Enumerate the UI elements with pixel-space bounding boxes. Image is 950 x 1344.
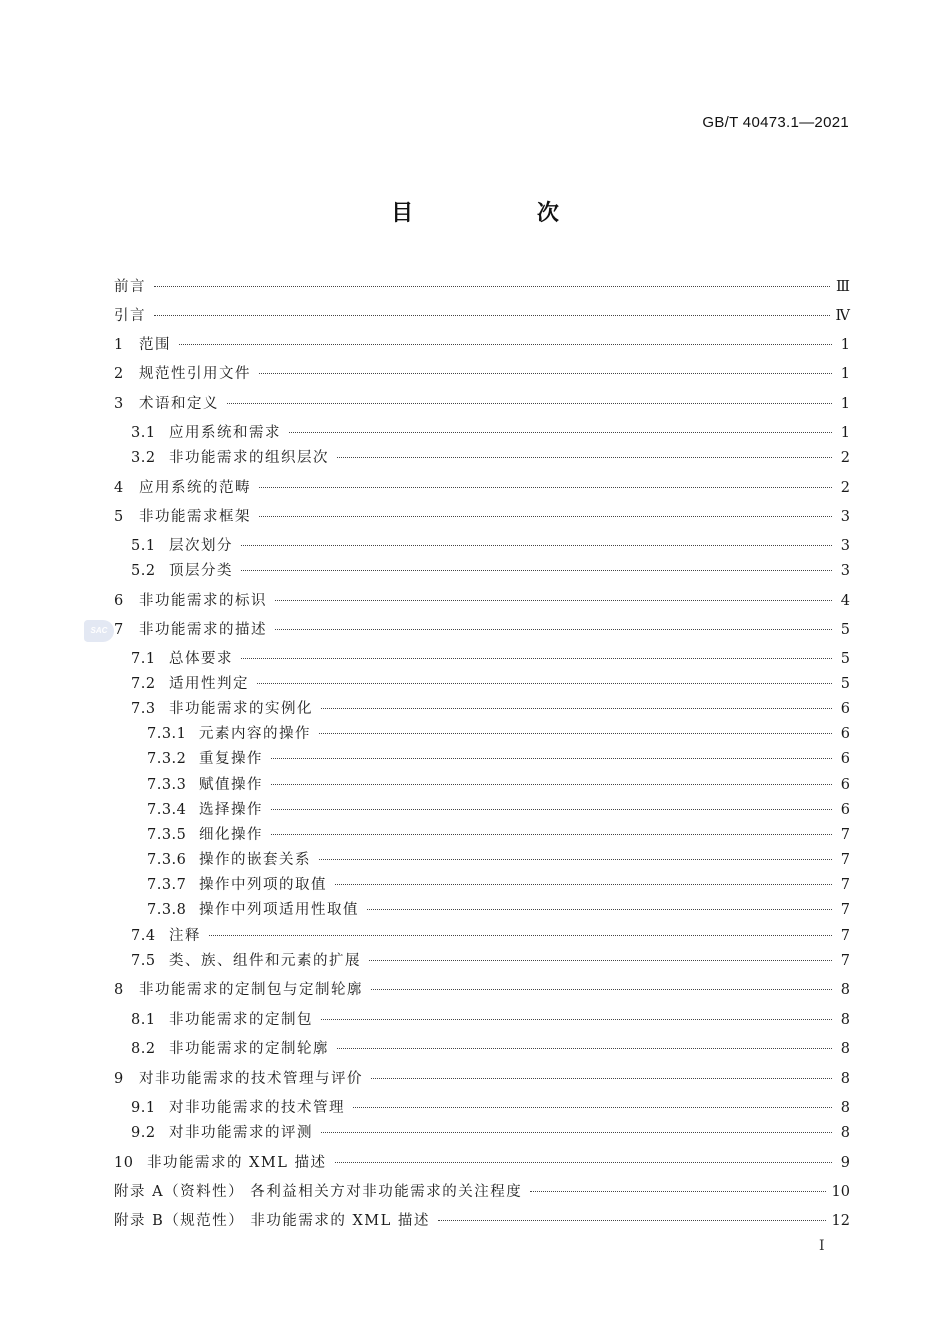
toc-entry[interactable] xyxy=(114,306,850,326)
toc-entry-number: 6 xyxy=(114,593,124,609)
toc-dot-leader xyxy=(337,1048,832,1049)
toc-entry-number: 7.4 xyxy=(131,928,156,944)
toc-entry-label: 规范性引用文件 xyxy=(139,366,251,382)
toc-entry-page: 6 xyxy=(840,777,850,793)
toc-entry-page: 3 xyxy=(840,538,850,554)
toc-entry-label: 操作的嵌套关系 xyxy=(199,852,311,868)
toc-entry[interactable] xyxy=(114,335,850,355)
toc-dot-leader xyxy=(271,809,832,810)
toc-entry[interactable] xyxy=(114,536,850,556)
toc-entry-page: 7 xyxy=(840,827,850,843)
toc-entry-number: 3 xyxy=(114,396,124,412)
toc-dot-leader xyxy=(319,859,832,860)
toc-entry[interactable] xyxy=(114,478,850,498)
toc-dot-leader xyxy=(275,600,832,601)
toc-entry-number: 4 xyxy=(114,480,124,496)
toc-entry-label: 非功能需求的描述 xyxy=(139,622,267,638)
toc-dot-leader xyxy=(259,516,832,517)
toc-entry-number: 2 xyxy=(114,366,124,382)
toc-entry-number: 7.1 xyxy=(131,651,156,667)
toc-dot-leader xyxy=(335,884,832,885)
toc-entry-page: 1 xyxy=(840,396,850,412)
toc-dot-leader xyxy=(241,570,832,571)
toc-entry-number: 3.2 xyxy=(131,450,156,466)
toc-entry[interactable] xyxy=(114,620,850,640)
page-number: I xyxy=(819,1238,825,1254)
toc-entry-number: 10 xyxy=(114,1155,134,1171)
toc-entry-number: 8 xyxy=(114,982,124,998)
toc-entry-page: 7 xyxy=(840,953,850,969)
toc-entry-number: 1 xyxy=(114,337,124,353)
toc-entry-number: 7.3.2 xyxy=(147,751,187,767)
toc-dot-leader xyxy=(367,909,832,910)
toc-entry-page: 2 xyxy=(840,480,850,496)
toc-entry-page: 8 xyxy=(840,1041,850,1057)
toc-dot-leader xyxy=(275,629,832,630)
toc-dot-leader xyxy=(154,286,830,287)
toc-entry[interactable] xyxy=(114,364,850,384)
toc-entry-number: 7.2 xyxy=(131,676,156,692)
table-of-contents xyxy=(114,0,850,1344)
toc-entry-page: 1 xyxy=(840,337,850,353)
toc-dot-leader xyxy=(241,658,832,659)
toc-entry-label: 对非功能需求的技术管理与评价 xyxy=(139,1071,363,1087)
toc-entry-number: 7.3.6 xyxy=(147,852,187,868)
toc-entry-label: 操作中列项的取值 xyxy=(199,877,327,893)
toc-entry-page: 9 xyxy=(840,1155,850,1171)
toc-entry-page: 1 xyxy=(840,425,850,441)
toc-entry-page: 5 xyxy=(840,651,850,667)
toc-dot-leader xyxy=(259,487,832,488)
toc-dot-leader xyxy=(271,834,832,835)
toc-entry-number: 7.3.8 xyxy=(147,902,187,918)
toc-entry[interactable] xyxy=(114,1153,850,1173)
toc-entry[interactable] xyxy=(114,699,850,719)
toc-entry[interactable] xyxy=(114,800,850,820)
toc-entry-label: 细化操作 xyxy=(199,827,263,843)
toc-dot-leader xyxy=(271,758,832,759)
toc-entry-number: 9.1 xyxy=(131,1100,156,1116)
toc-entry-label: 非功能需求的组织层次 xyxy=(169,450,329,466)
toc-entry-label: 附录 B（规范性） 非功能需求的 XML 描述 xyxy=(114,1213,430,1229)
toc-dot-leader xyxy=(321,1132,832,1133)
toc-entry-number: 8.2 xyxy=(131,1041,156,1057)
toc-entry[interactable] xyxy=(114,507,850,527)
toc-entry-page: 8 xyxy=(840,982,850,998)
toc-entry-page: 5 xyxy=(840,622,850,638)
toc-entry-page: Ⅳ xyxy=(835,308,850,324)
toc-entry-number: 9 xyxy=(114,1071,124,1087)
toc-entry[interactable] xyxy=(114,775,850,795)
toc-entry-page: 8 xyxy=(840,1071,850,1087)
toc-entry[interactable] xyxy=(114,1098,850,1118)
toc-entry-page: 3 xyxy=(840,509,850,525)
toc-entry-label: 注释 xyxy=(169,928,201,944)
toc-entry-page: 6 xyxy=(840,726,850,742)
toc-entry-number: 7.3.4 xyxy=(147,802,187,818)
toc-dot-leader xyxy=(530,1191,825,1192)
toc-dot-leader xyxy=(227,403,832,404)
toc-entry-page: 7 xyxy=(840,877,850,893)
toc-entry-label: 层次划分 xyxy=(169,538,233,554)
toc-entry[interactable] xyxy=(114,674,850,694)
toc-entry-page: 5 xyxy=(840,676,850,692)
toc-entry-label: 应用系统的范畴 xyxy=(139,480,251,496)
toc-dot-leader xyxy=(438,1220,826,1221)
toc-entry[interactable] xyxy=(114,448,850,468)
toc-entry-label: 非功能需求的 XML 描述 xyxy=(147,1155,327,1171)
toc-entry-label: 适用性判定 xyxy=(169,676,249,692)
toc-entry-label: 顶层分类 xyxy=(169,563,233,579)
toc-entry-number: 7.3 xyxy=(131,701,156,717)
toc-entry[interactable] xyxy=(114,394,850,414)
toc-entry-page: Ⅲ xyxy=(836,279,850,295)
toc-entry[interactable] xyxy=(114,875,850,895)
toc-entry-page: 6 xyxy=(840,751,850,767)
toc-entry-number: 7 xyxy=(114,622,124,638)
toc-entry-page: 7 xyxy=(840,902,850,918)
toc-entry[interactable] xyxy=(114,561,850,581)
toc-entry-page: 7 xyxy=(840,928,850,944)
toc-entry[interactable] xyxy=(114,1069,850,1089)
toc-entry-label: 非功能需求框架 xyxy=(139,509,251,525)
toc-entry[interactable] xyxy=(114,825,850,845)
toc-entry-page: 6 xyxy=(840,802,850,818)
toc-dot-leader xyxy=(321,1019,832,1020)
toc-entry-label: 对非功能需求的评测 xyxy=(169,1125,313,1141)
toc-dot-leader xyxy=(271,784,832,785)
toc-dot-leader xyxy=(371,989,832,990)
toc-entry-label: 非功能需求的定制包与定制轮廓 xyxy=(139,982,363,998)
toc-entry[interactable] xyxy=(114,749,850,769)
toc-entry-page: 1 xyxy=(840,366,850,382)
toc-entry-label: 非功能需求的定制轮廓 xyxy=(169,1041,329,1057)
toc-dot-leader xyxy=(289,432,832,433)
toc-entry-label: 对非功能需求的技术管理 xyxy=(169,1100,345,1116)
page-title: 目 次 xyxy=(391,201,617,226)
toc-entry-page: 8 xyxy=(840,1100,850,1116)
toc-dot-leader xyxy=(371,1078,832,1079)
toc-entry-page: 4 xyxy=(840,593,850,609)
toc-entry[interactable] xyxy=(114,850,850,870)
toc-entry-label: 赋值操作 xyxy=(199,777,263,793)
toc-entry[interactable] xyxy=(114,277,850,297)
toc-dot-leader xyxy=(353,1107,832,1108)
toc-entry[interactable] xyxy=(114,1123,850,1143)
toc-entry-label: 类、族、组件和元素的扩展 xyxy=(169,953,361,969)
toc-entry-label: 非功能需求的标识 xyxy=(139,593,267,609)
toc-entry[interactable] xyxy=(114,980,850,1000)
toc-entry[interactable] xyxy=(114,1010,850,1030)
toc-entry-number: 7.3.7 xyxy=(147,877,187,893)
toc-entry[interactable] xyxy=(114,1039,850,1059)
toc-entry-label: 选择操作 xyxy=(199,802,263,818)
toc-dot-leader xyxy=(179,344,832,345)
toc-entry-label: 元素内容的操作 xyxy=(199,726,311,742)
toc-entry-label: 非功能需求的定制包 xyxy=(169,1012,313,1028)
toc-entry[interactable] xyxy=(114,900,850,920)
toc-entry-label: 操作中列项适用性取值 xyxy=(199,902,359,918)
toc-entry[interactable] xyxy=(114,649,850,669)
toc-entry-number: 5 xyxy=(114,509,124,525)
toc-entry-page: 6 xyxy=(840,701,850,717)
toc-entry[interactable] xyxy=(114,724,850,744)
toc-entry[interactable] xyxy=(114,951,850,971)
toc-entry-label: 应用系统和需求 xyxy=(169,425,281,441)
toc-entry-label: 重复操作 xyxy=(199,751,263,767)
toc-entry-label: 附录 A（资料性） 各利益相关方对非功能需求的关注程度 xyxy=(114,1184,523,1200)
toc-entry-number: 7.5 xyxy=(131,953,156,969)
toc-entry[interactable] xyxy=(114,423,850,443)
toc-dot-leader xyxy=(321,708,832,709)
toc-entry-number: 7.3.5 xyxy=(147,827,187,843)
toc-dot-leader xyxy=(335,1162,832,1163)
toc-entry-label: 引言 xyxy=(114,308,146,324)
toc-dot-leader xyxy=(154,315,830,316)
toc-entry-page: 7 xyxy=(840,852,850,868)
toc-entry-number: 9.2 xyxy=(131,1125,156,1141)
toc-entry-number: 7.3.1 xyxy=(147,726,187,742)
toc-entry-label: 非功能需求的实例化 xyxy=(169,701,313,717)
toc-entry-label: 术语和定义 xyxy=(139,396,219,412)
toc-entry-label: 前言 xyxy=(114,279,146,295)
toc-entry-page: 2 xyxy=(840,450,850,466)
toc-entry[interactable] xyxy=(114,1182,850,1202)
toc-entry-number: 5.2 xyxy=(131,563,156,579)
sac-watermark: SAC xyxy=(84,620,114,642)
toc-entry-page: 12 xyxy=(831,1213,850,1229)
toc-entry-page: 3 xyxy=(840,563,850,579)
toc-dot-leader xyxy=(209,935,832,936)
toc-entry-number: 8.1 xyxy=(131,1012,156,1028)
toc-entry-label: 范围 xyxy=(139,337,171,353)
toc-entry[interactable] xyxy=(114,591,850,611)
standard-number: GB/T 40473.1—2021 xyxy=(702,114,849,131)
toc-entry[interactable] xyxy=(114,926,850,946)
toc-entry-page: 8 xyxy=(840,1125,850,1141)
toc-entry-number: 7.3.3 xyxy=(147,777,187,793)
toc-entry-number: 5.1 xyxy=(131,538,156,554)
toc-dot-leader xyxy=(241,545,832,546)
toc-dot-leader xyxy=(369,960,832,961)
toc-dot-leader xyxy=(319,733,832,734)
toc-entry-page: 10 xyxy=(831,1184,850,1200)
toc-dot-leader xyxy=(257,683,832,684)
toc-entry-number: 3.1 xyxy=(131,425,156,441)
toc-dot-leader xyxy=(337,457,832,458)
toc-entry[interactable] xyxy=(114,1211,850,1231)
toc-entry-page: 8 xyxy=(840,1012,850,1028)
toc-dot-leader xyxy=(259,373,832,374)
toc-entry-label: 总体要求 xyxy=(169,651,233,667)
